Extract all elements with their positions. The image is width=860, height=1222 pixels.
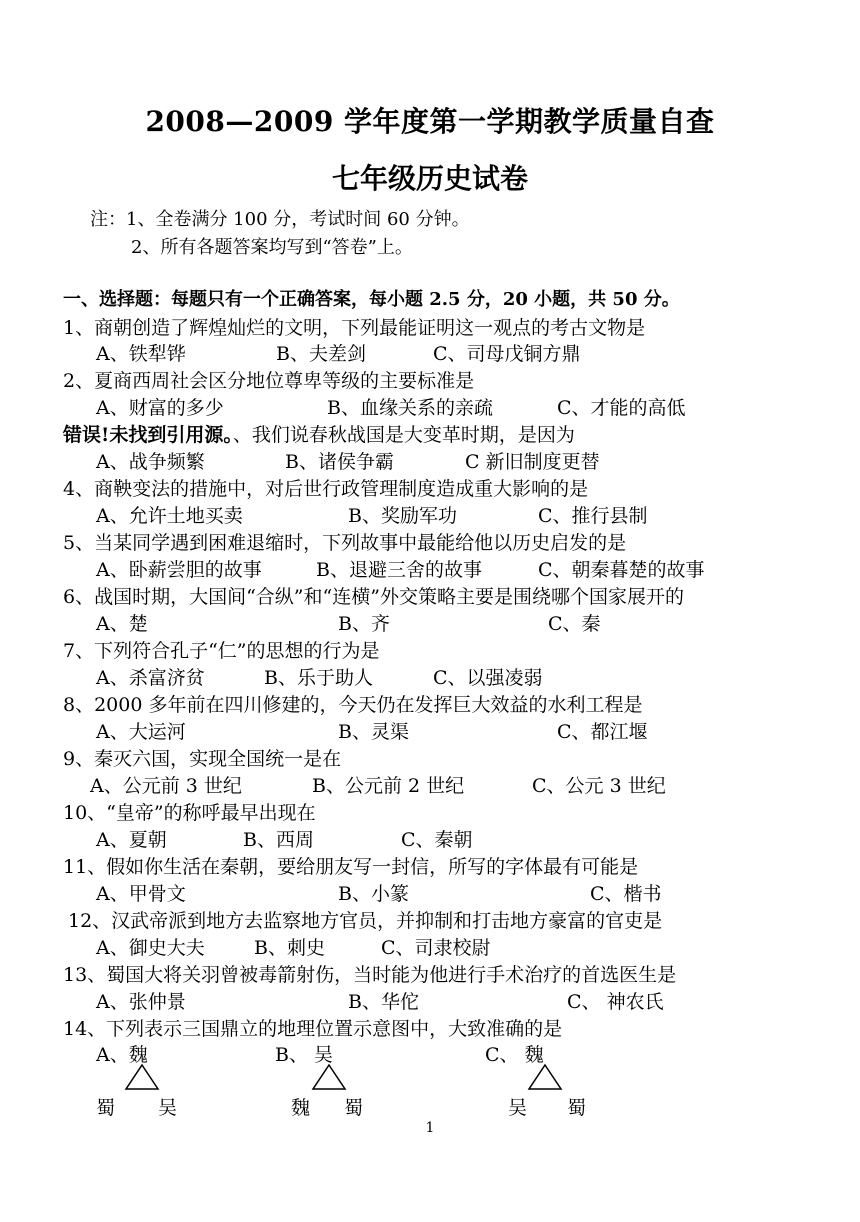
- diagram-c-left-label: 吴: [508, 1097, 528, 1119]
- question-stem: 14、下列表示三国鼎立的地理位置示意图中，大致准确的是: [63, 1018, 563, 1040]
- option: A、财富的多少: [96, 397, 224, 419]
- option: B、血缘关系的亲疏: [327, 397, 493, 419]
- question-stem: 7、下列符合孔子“仁”的思想的行为是: [63, 640, 380, 662]
- option: A、允许土地买卖: [96, 505, 243, 527]
- triangle-diagram-c: [527, 1063, 563, 1091]
- triangle-diagram-b: [311, 1063, 347, 1091]
- page-number: 1: [425, 1120, 435, 1136]
- option: B、诸侯争霸: [285, 451, 394, 473]
- option: A、大运河: [96, 721, 186, 743]
- option: A、卧薪尝胆的故事: [96, 559, 262, 581]
- option: C、 神农氏: [567, 991, 664, 1013]
- option: B、公元前 2 世纪: [312, 775, 465, 797]
- option: A、魏: [96, 1044, 148, 1066]
- option: C、朝秦暮楚的故事: [538, 559, 705, 581]
- note-2: 2、所有各题答案均写到“答卷”上。: [131, 237, 413, 258]
- option: B、灵渠: [338, 721, 409, 743]
- option: C、公元 3 世纪: [532, 775, 666, 797]
- option: A、张仲景: [96, 991, 186, 1013]
- option: B、乐于助人: [264, 667, 373, 689]
- option: A、御史大夫: [96, 937, 205, 959]
- option: A、铁犁铧: [96, 343, 186, 365]
- question-stem: 13、蜀国大将关羽曾被毒箭射伤，当时能为他进行手术治疗的首选医生是: [63, 964, 677, 986]
- question-stem: 9、秦灭六国，实现全国统一是在: [63, 748, 342, 770]
- option: B、退避三舍的故事: [316, 559, 482, 581]
- option: C、司母戊铜方鼎: [433, 343, 581, 365]
- question-stem: 10、“皇帝”的称呼最早出现在: [63, 802, 316, 824]
- reference-error: 错误!未找到引用源。: [63, 424, 233, 446]
- option: C、才能的高低: [557, 397, 686, 419]
- question-stem: 1、商朝创造了辉煌灿烂的文明，下列最能证明这一观点的考古文物是: [63, 317, 646, 339]
- question-stem: 12、汉武帝派到地方去监察地方官员，并抑制和打击地方豪富的官吏是: [68, 910, 663, 932]
- option: C 新旧制度更替: [465, 451, 600, 473]
- question-stem: 5、当某同学遇到困难退缩时，下列故事中最能给他以历史启发的是: [63, 532, 627, 554]
- diagram-b-right-label: 蜀: [344, 1097, 364, 1119]
- option: B、齐: [338, 613, 390, 635]
- option: B、小篆: [338, 883, 409, 905]
- triangle-diagram-a: [124, 1063, 160, 1091]
- exam-subtitle: 七年级历史试卷: [331, 162, 528, 195]
- option: B、刺史: [254, 937, 325, 959]
- question-stem: [63, 420, 575, 447]
- option: A、甲骨文: [96, 883, 186, 905]
- question-stem: 11、假如你生活在秦朝，要给朋友写一封信，所写的字体最有可能是: [63, 856, 639, 878]
- diagram-c-right-label: 蜀: [567, 1097, 587, 1119]
- diagram-a-right-label: 吴: [158, 1097, 178, 1119]
- option: A、公元前 3 世纪: [90, 775, 242, 797]
- option: B、奖励军功: [348, 505, 457, 527]
- option: B、华佗: [348, 991, 419, 1013]
- option: A、杀富济贫: [96, 667, 205, 689]
- note-1: 注：1、全卷满分 100 分，考试时间 60 分钟。: [90, 209, 470, 230]
- section-heading: 一、选择题：每题只有一个正确答案，每小题 2.5 分，20 小题，共 50 分。: [63, 289, 680, 310]
- option: C、都江堰: [557, 721, 648, 743]
- question-stem-text: 、我们说春秋战国是大变革时期，是因为: [232, 424, 575, 446]
- option: A、战争频繁: [96, 451, 205, 473]
- question-stem: 4、商鞅变法的措施中，对后世行政管理制度造成重大影响的是: [63, 478, 589, 500]
- option: C、以强凌弱: [433, 667, 543, 689]
- diagram-a-left-label: 蜀: [96, 1097, 116, 1119]
- question-stem: 2、夏商西周社会区分地位尊卑等级的主要标准是: [63, 370, 475, 392]
- option: C、司隶校尉: [381, 937, 491, 959]
- option: C、推行县制: [538, 505, 648, 527]
- option: C、秦: [548, 613, 601, 635]
- option: B、西周: [243, 829, 314, 851]
- option: A、楚: [96, 613, 148, 635]
- question-stem: 6、战国时期，大国间“合纵”和“连横”外交策略主要是围绕哪个国家展开的: [63, 586, 684, 608]
- diagram-b-left-label: 魏: [291, 1097, 311, 1119]
- option: C、楷书: [590, 883, 662, 905]
- option: B、夫差剑: [276, 343, 366, 365]
- option: B、 吴: [275, 1044, 334, 1066]
- question-stem: 8、2000 多年前在四川修建的，今天仍在发挥巨大效益的水利工程是: [63, 694, 643, 716]
- exam-title: 2008—2009 学年度第一学期教学质量自查: [145, 105, 715, 138]
- option: C、 魏: [485, 1044, 544, 1066]
- option: A、夏朝: [96, 829, 167, 851]
- option: C、秦朝: [401, 829, 473, 851]
